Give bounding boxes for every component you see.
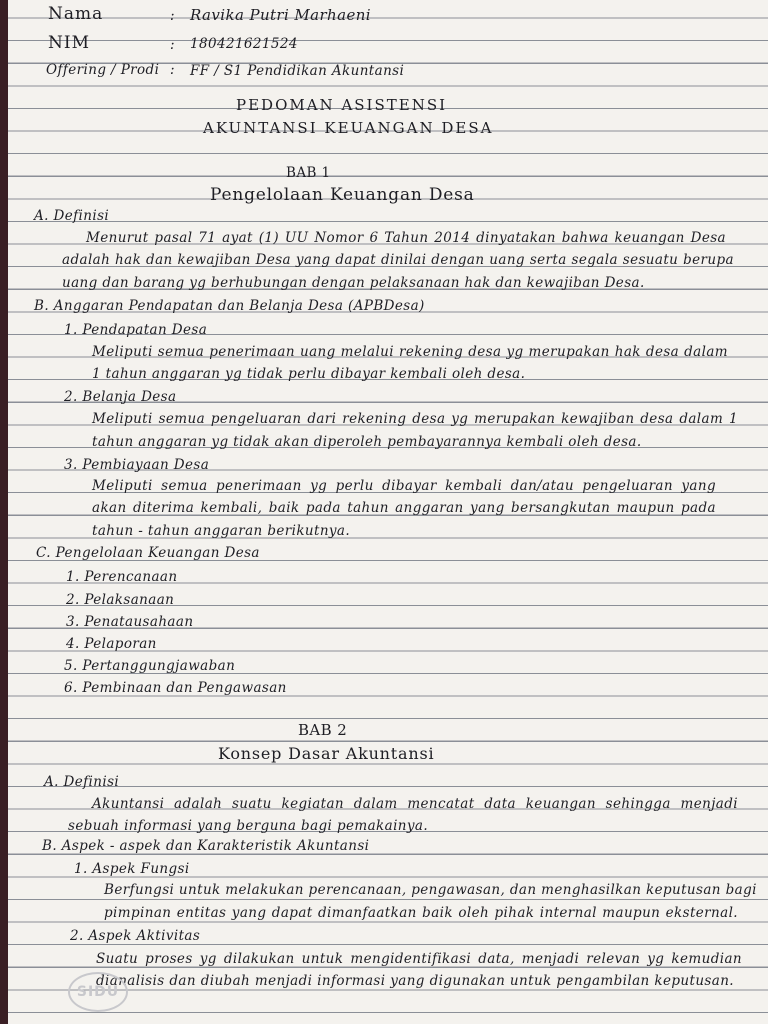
bab2-b1-line2: pimpinan entitas yang dapat dimanfaatkan baik oleh pihak internal maupun eksternal. (104, 905, 738, 921)
bab2-a-heading: A. Definisi (44, 774, 120, 790)
bab1-b3-heading: 3. Pembiayaan Desa (64, 457, 210, 473)
bab1-c-heading: C. Pengelolaan Keuangan Desa (36, 545, 260, 561)
bab1-a-line1: Menurut pasal 71 ayat (1) UU Nomor 6 Tahun 2014 dinyatakan bahwa keuangan Desa (86, 230, 726, 246)
bab1-b1-line2: 1 tahun anggaran yg tidak perlu dibayar kembali oleh desa. (92, 366, 526, 382)
nim-label: NIM (48, 33, 90, 53)
bab2-b1-line1: Berfungsi untuk melakukan perencanaan, pengawasan, dan menghasilkan keputusan bagi (104, 882, 757, 898)
bab1-b3-line1: Meliputi semua penerimaan yg perlu dibayar kembali dan/atau pengeluaran yang (92, 478, 716, 494)
bab1-b1-heading: 1. Pendapatan Desa (64, 322, 208, 338)
bab1-b2-line2: tahun anggaran yg tidak akan diperoleh pembayarannya kembali oleh desa. (92, 434, 642, 450)
page-title-line2: AKUNTANSI KEUANGAN DESA (203, 119, 494, 137)
bab2-b-heading: B. Aspek - aspek dan Karakteristik Akuntansi (42, 838, 370, 854)
bab1-c-item-5: 5. Pertanggungjawaban (64, 658, 236, 674)
offering-colon: : (170, 62, 175, 78)
nim-colon: : (170, 37, 175, 53)
bab2-b2-heading: 2. Aspek Aktivitas (70, 928, 201, 944)
bab1-b1-line1: Meliputi semua penerimaan uang melalui rekening desa yg merupakan hak desa dalam (92, 344, 728, 360)
name-label: Nama (48, 4, 104, 24)
notebook-page (8, 0, 768, 1024)
bab1-title: Pengelolaan Keuangan Desa (210, 185, 475, 205)
bab1-label: BAB 1 (286, 165, 331, 181)
bab1-c-item-1: 1. Perencanaan (66, 569, 178, 585)
name-colon: : (170, 8, 175, 24)
bab1-b2-line1: Meliputi semua pengeluaran dari rekening desa yg merupakan kewajiban desa dalam 1 (92, 411, 738, 427)
name-value: Ravika Putri Marhaeni (190, 6, 371, 24)
bab1-a-line3: uang dan barang yg berhubungan dengan pelaksanaan hak dan kewajiban Desa. (62, 275, 645, 291)
bab2-b2-line2: dianalisis dan diubah menjadi informasi yang digunakan untuk pengambilan keputusan. (96, 973, 734, 989)
bab1-c-item-3: 3. Penatausahaan (66, 614, 194, 630)
page-title-line1: PEDOMAN ASISTENSI (236, 96, 448, 114)
offering-label: Offering / Prodi (46, 62, 160, 78)
bab2-a-line1: Akuntansi adalah suatu kegiatan dalam mencatat data keuangan sehingga menjadi (92, 796, 738, 812)
bab2-b2-line1: Suatu proses yg dilakukan untuk mengidentifikasi data, menjadi relevan yg kemudian (96, 951, 742, 967)
bab1-b2-heading: 2. Belanja Desa (64, 389, 177, 405)
sidu-logo-watermark: SIDU (68, 972, 128, 1012)
bab1-a-heading: A. Definisi (34, 208, 110, 224)
bab2-label: BAB 2 (298, 721, 348, 739)
bab1-c-item-6: 6. Pembinaan dan Pengawasan (64, 680, 287, 696)
bab1-c-item-4: 4. Pelaporan (66, 636, 157, 652)
bab1-b3-line3: tahun - tahun anggaran berikutnya. (92, 523, 351, 539)
bab2-a-line2: sebuah informasi yang berguna bagi pemakainya. (68, 818, 429, 834)
bab1-a-line2: adalah hak dan kewajiban Desa yang dapat dinilai dengan uang serta segala sesuatu berupa (62, 252, 734, 268)
offering-value: FF / S1 Pendidikan Akuntansi (190, 63, 405, 79)
bab2-title: Konsep Dasar Akuntansi (218, 744, 435, 763)
bab1-b-heading: B. Anggaran Pendapatan dan Belanja Desa (APBDesa) (34, 298, 425, 314)
nim-value: 180421621524 (190, 36, 298, 52)
bab1-c-item-2: 2. Pelaksanaan (66, 592, 175, 608)
bab2-b1-heading: 1. Aspek Fungsi (74, 861, 190, 877)
bab1-b3-line2: akan diterima kembali, baik pada tahun anggaran yang bersangkutan maupun pada (92, 500, 716, 516)
